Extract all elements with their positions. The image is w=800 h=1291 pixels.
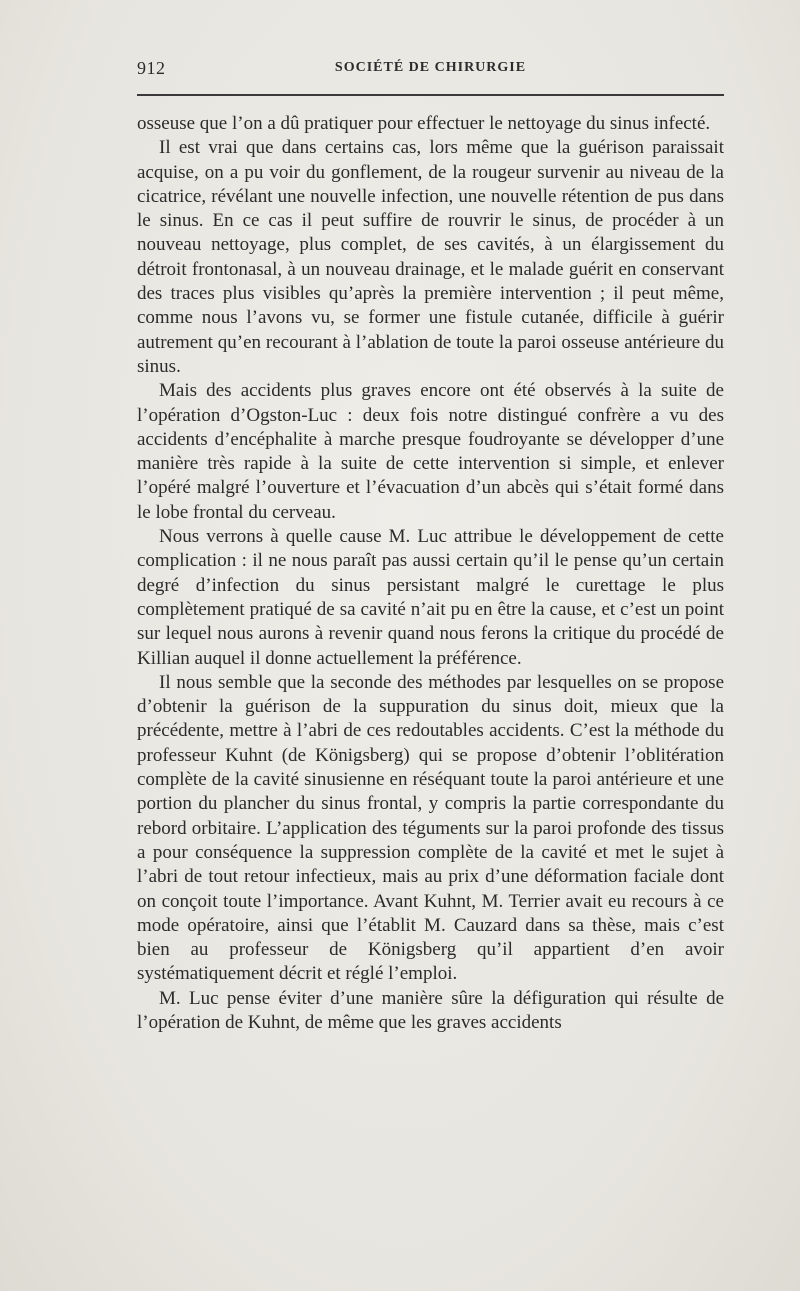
paragraph: Nous verrons à quelle cause M. Luc attribue le développement de cette complication : il ne nous paraît pas aussi certain qu’il le pense qu’un certain degré d’infection du sinus persistant malgré le curettage le plus complètement pratiqué de sa cavité n’ait pu en être la cause, et c’est un point sur lequel nous aurons à revenir quand nous ferons la critique du procédé de Killian auquel il donne actuellement la préférence. [137,526,724,669]
body-text [137,112,724,1035]
paragraph: Il nous semble que la seconde des méthodes par lesquelles on se propose d’obtenir la guérison de la suppuration du sinus doit, mieux que la précédente, mettre à l’abri de ces redoutables accidents. C’est la méthode du professeur Kuhnt (de Königsberg) qui se propose d’obtenir l’oblitération complète de la cavité sinusienne en réséquant toute la paroi antérieure et une portion du plancher du sinus frontal, y compris la partie correspondante du rebord orbitaire. L’application des téguments sur la paroi profonde des tissus a pour conséquence la suppression complète de la cavité et met le sujet à l’abri de tout retour infectieux, mais au prix d’une déformation faciale dont on conçoit toute l’importance. Avant Kuhnt, M. Terrier avait eu recours à ce mode opératoire, ainsi que l’établit M. Cauzard dans sa thèse, mais c’est bien au professeur de Königsberg qu’il appartient d’en avoir systématiquement décrit et réglé l’emploi. [137,671,724,985]
paragraph-continuation: osseuse que l’on a dû pratiquer pour effectuer le nettoyage du sinus infecté. [137,113,711,134]
header-rule [137,94,724,96]
running-head [137,58,724,80]
page-number: 912 [137,58,166,78]
paragraph: Mais des accidents plus graves encore ont été observés à la suite de l’opération d’Ogston-Luc : deux fois notre distingué confrère a vu des accidents d’encéphalite à marche presque foudroyante se développer d’une manière très rapide à la suite de cette intervention si simple, et enlever l’opéré malgré l’ouverture et l’évacuation d’un abcès qui s’était formé dans le lobe frontal du cerveau. [137,380,724,523]
running-title: SOCIÉTÉ DE CHIRURGIE [334,60,527,75]
paragraph: M. Luc pense éviter d’une manière sûre la défiguration qui résulte de l’opération de Kuhnt, de même que les graves accidents [137,987,724,1033]
paragraph: Il est vrai que dans certains cas, lors même que la guérison paraissait acquise, on a pu voir du gonflement, de la rougeur survenir au niveau de la cicatrice, révélant une nouvelle infection, une nouvelle rétention de pus dans le sinus. En ce cas il peut suffire de rouvrir le sinus, de procéder à un nouveau nettoyage, plus complet, de ses cavités, à un élargissement du détroit frontonasal, à un nouveau drainage, et le malade guérit en conservant des traces plus visibles qu’après la première intervention ; il peut même, comme nous l’avons vu, se former une fistule cutanée, difficile à guérir autrement qu’en recourant à l’ablation de toute la paroi osseuse antérieure du sinus. [137,137,724,377]
